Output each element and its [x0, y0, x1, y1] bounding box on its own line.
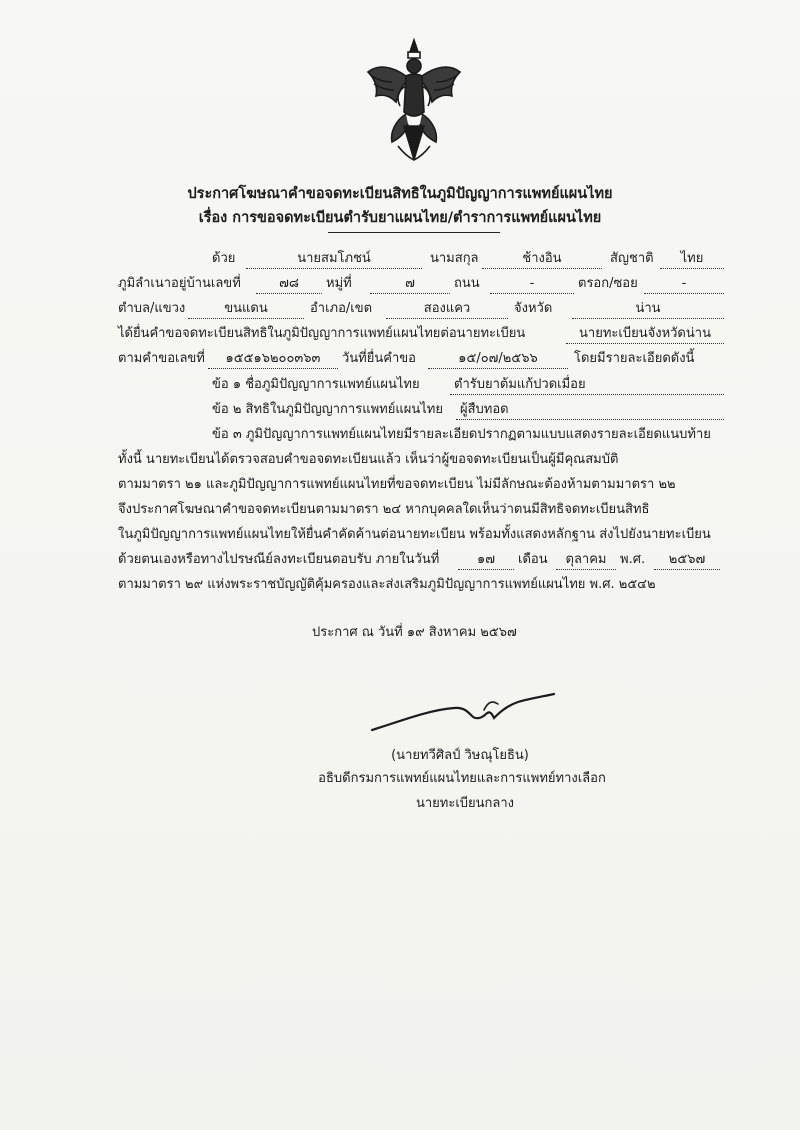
deadline-year: ๒๕๖๗	[654, 551, 720, 570]
soi-value: -	[644, 275, 724, 294]
applicant-nationality: ไทย	[660, 250, 724, 269]
body-line-4: จึงประกาศโฆษณาคำขอจดทะเบียนตามมาตรา ๒๔ หากบุคคลใดเห็นว่าตนมีสิทธิจดทะเบียนสิทธิ	[118, 502, 650, 517]
signatory-position: อธิบดีกรมการแพทย์แผนไทยและการแพทย์ทางเลือก	[318, 771, 606, 786]
moo-number: ๗	[370, 275, 450, 294]
province-value: น่าน	[572, 300, 724, 319]
deadline-day: ๑๗	[458, 551, 514, 570]
house-number: ๗๘	[256, 275, 322, 294]
registrar-value: นายทะเบียนจังหวัดน่าน	[566, 325, 724, 344]
district-value: สองแคว	[386, 300, 508, 319]
body-line-3: ตามมาตรา ๒๑ และภูมิปัญญาการแพทย์แผนไทยที่ขอจดทะเบียน ไม่มีลักษณะต้องห้ามตามมาตรา ๒๒	[118, 477, 676, 492]
deadline-month: ตุลาคม	[556, 551, 616, 570]
road-value: -	[490, 275, 574, 294]
month-label: เดือน	[518, 552, 548, 567]
district-label: อำเภอ/เขต	[310, 301, 373, 316]
body-line-2: ทั้งนี้ นายทะเบียนได้ตรวจสอบคำขอจดทะเบียนแล้ว เห็นว่าผู้ขอจดทะเบียนเป็นผู้มีคุณสมบัติ	[118, 452, 619, 467]
request-date: ๑๕/๐๗/๒๕๖๖	[428, 350, 568, 369]
nationality-label: สัญชาติ	[610, 251, 654, 266]
submission-text: ได้ยื่นคำขอจดทะเบียนสิทธิในภูมิปัญญาการแพทย์แผนไทยต่อนายทะเบียน	[118, 326, 526, 341]
announcement-subject: เรื่อง การขอจดทะเบียนตำรับยาแผนไทย/ตำราการแพทย์แผนไทย	[198, 210, 602, 226]
applicant-surname: ช้างอิน	[482, 250, 602, 269]
surname-label: นามสกุล	[430, 251, 479, 266]
item2-value: ผู้สืบทอด	[456, 401, 724, 420]
year-label: พ.ศ.	[620, 552, 646, 567]
item2-label: ข้อ ๒ สิทธิในภูมิปัญญาการแพทย์แผนไทย	[212, 402, 443, 417]
subdistrict-value: ขนแดน	[188, 300, 304, 319]
announcement-title: ประกาศโฆษณาคำขอจดทะเบียนสิทธิในภูมิปัญญาการแพทย์แผนไทย	[187, 186, 613, 202]
body-line-6: ด้วยตนเองหรือทางไปรษณีย์ลงทะเบียนตอบรับ ภายในวันที่	[118, 552, 440, 567]
by-label: ด้วย	[212, 251, 236, 266]
request-number-label: ตามคำขอเลขที่	[118, 351, 205, 366]
body-line-1: ข้อ ๓ ภูมิปัญญาการแพทย์แผนไทยมีรายละเอียดปรากฏตามแบบแสดงรายละเอียดแนบท้าย	[212, 427, 711, 442]
signatory-role: นายทะเบียนกลาง	[415, 796, 515, 811]
subdistrict-label: ตำบล/แขวง	[118, 301, 186, 316]
signatory-name: (นายทวีศิลป์ วิษณุโยธิน)	[391, 748, 529, 763]
road-label: ถนน	[454, 276, 480, 291]
province-label: จังหวัด	[514, 301, 553, 316]
announcement-date: ประกาศ ณ วันที่ ๑๙ สิงหาคม ๒๕๖๗	[312, 625, 517, 640]
applicant-name: นายสมโภชน์	[246, 250, 422, 269]
item1-value: ตำรับยาต้มแก้ปวดเมื่อย	[450, 376, 724, 395]
request-date-label: วันที่ยื่นคำขอ	[342, 351, 416, 366]
domicile-label: ภูมิลำเนาอยู่บ้านเลขที่	[118, 276, 241, 291]
body-line-5: ในภูมิปัญญาการแพทย์แผนไทยให้ยื่นคำคัดค้านต่อนายทะเบียน พร้อมทั้งแสดงหลักฐาน ส่งไปยังนายทะเบียน	[118, 527, 711, 542]
title-underline	[328, 232, 500, 233]
moo-label: หมู่ที่	[326, 276, 352, 291]
item1-label: ข้อ ๑ ชื่อภูมิปัญญาการแพทย์แผนไทย	[212, 377, 420, 392]
garuda-emblem-icon	[362, 36, 466, 164]
request-number: ๑๕๕๑๖๒๐๐๓๖๓	[208, 350, 338, 369]
handwritten-signature	[368, 692, 558, 737]
soi-label: ตรอก/ซอย	[578, 276, 638, 291]
body-line-7: ตามมาตรา ๒๙ แห่งพระราชบัญญัติคุ้มครองและส่งเสริมภูมิปัญญาการแพทย์แผนไทย พ.ศ. ๒๕๔๒	[118, 577, 656, 592]
details-tail: โดยมีรายละเอียดดังนี้	[574, 351, 695, 366]
